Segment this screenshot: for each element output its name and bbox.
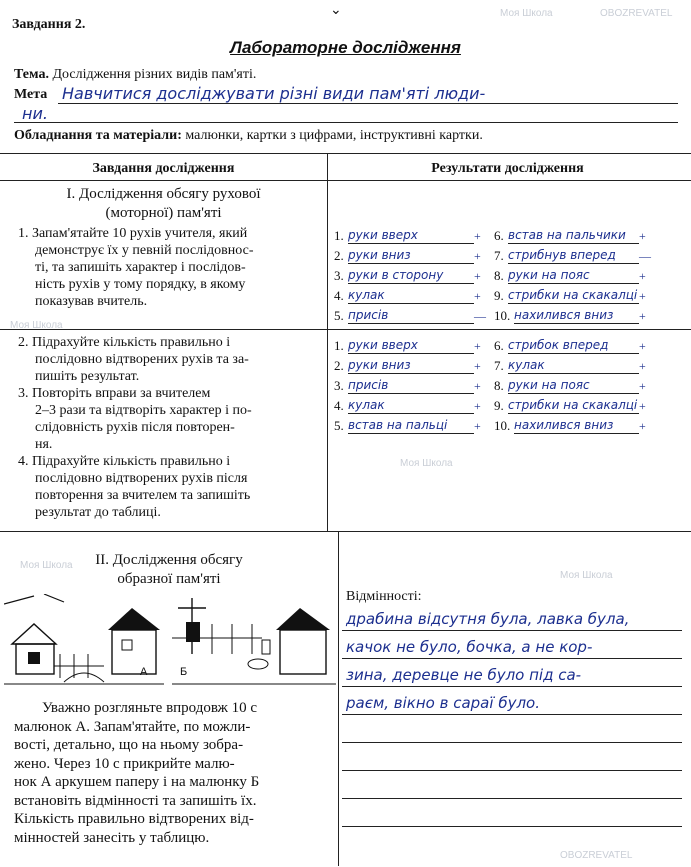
instruction-line: вості, детально, що на ньому зобра- <box>14 737 244 753</box>
task-items-2-4 <box>18 334 323 521</box>
task-line: 3. Повторіть вправи за вчителем <box>18 386 211 401</box>
instruction-line: Кількість правильно відтворених від- <box>14 811 254 827</box>
result-mark: + <box>474 419 481 433</box>
result-row <box>494 304 649 324</box>
result-handwriting: нахилився вниз <box>514 308 639 324</box>
task-line: пишіть результат. <box>35 369 140 384</box>
result-number: 6. <box>494 338 504 353</box>
result-mark: + <box>639 309 646 323</box>
picture-b-label: Б <box>180 666 188 678</box>
watermark-text: Моя Школа <box>500 8 553 19</box>
result-number: 1. <box>334 338 344 353</box>
task-item-1 <box>18 225 323 310</box>
task-line: демонструє їх у певній послідовнос- <box>35 243 254 258</box>
result-number: 9. <box>494 398 504 413</box>
result-number: 8. <box>494 268 504 283</box>
equipment-label: Обладнання та матеріали: <box>14 128 182 143</box>
result-row <box>334 394 484 414</box>
result-row <box>334 334 484 354</box>
handwriting-line: раєм, вікно в сараї було. <box>346 694 540 712</box>
result-number: 3. <box>334 378 344 393</box>
task-line: показував вчитель. <box>35 294 148 309</box>
result-mark: — <box>639 249 651 263</box>
result-number: 2. <box>334 248 344 263</box>
section2-heading-1: II. Дослідження обсягу <box>95 552 243 568</box>
result-number: 5. <box>334 418 344 433</box>
goal-label: Мета <box>14 87 48 102</box>
table-top-border <box>0 153 691 154</box>
handwriting-line: зина, деревце не було під са- <box>346 666 582 684</box>
result-number: 7. <box>494 358 504 373</box>
result-mark: + <box>639 269 646 283</box>
theme-label: Тема. <box>14 67 49 82</box>
result-mark: + <box>639 399 646 413</box>
result-mark: + <box>474 359 481 373</box>
result-handwriting: руки на пояс <box>508 378 639 394</box>
page-title: Лабораторне дослідження <box>230 38 461 57</box>
answer-line <box>342 742 682 743</box>
result-mark: + <box>639 359 646 373</box>
equipment-text: малюнки, картки з цифрами, інструктивні картки. <box>185 128 483 143</box>
handwriting-line: драбина відсутня була, лавка була, <box>346 610 630 628</box>
result-row <box>334 244 484 264</box>
result-handwriting: нахилився вниз <box>514 418 639 434</box>
goal-line <box>14 122 678 123</box>
table-header-border <box>0 180 691 181</box>
task-line: 2–3 рази та відтворіть характер і по- <box>35 403 252 418</box>
result-number: 5. <box>334 308 344 323</box>
picture-a-label: А <box>140 666 148 678</box>
goal-handwriting-2: ни. <box>22 104 48 123</box>
task-line: 4. Підрахуйте кількість правильно і <box>18 454 231 469</box>
result-row <box>494 284 649 304</box>
result-row <box>334 414 484 434</box>
result-number: 10. <box>494 418 511 433</box>
result-handwriting: стрибки на скакалці <box>508 288 638 302</box>
result-row <box>334 284 484 304</box>
section2-instructions <box>14 699 334 847</box>
result-number: 9. <box>494 288 504 303</box>
result-mark: + <box>474 339 481 353</box>
instruction-line: мінностей занесіть у таблицю. <box>14 829 210 846</box>
result-handwriting: руки на пояс <box>508 268 639 284</box>
table-header-tasks: Завдання дослідження <box>92 161 235 176</box>
instruction-line: нок А аркушем паперу і на малюнку Б <box>14 774 260 790</box>
row-divider <box>0 531 691 532</box>
result-row <box>494 394 649 414</box>
task-line: послідовно відтворених рухів після <box>35 471 248 486</box>
instruction-line: малюнок А. Запам'ятайте, по можли- <box>14 718 251 735</box>
watermark-text: OBOZREVATEL <box>600 8 673 19</box>
result-mark: + <box>639 339 646 353</box>
row-divider <box>0 329 691 330</box>
result-number: 3. <box>334 268 344 283</box>
results-list-2-right <box>494 334 649 434</box>
results-list-1-right <box>494 224 649 324</box>
result-mark: + <box>474 249 481 263</box>
result-handwriting: кулак <box>508 358 639 374</box>
result-handwriting: стрибок вперед <box>508 338 639 354</box>
result-row <box>494 224 649 244</box>
section1-heading-1: I. Дослідження обсягу рухової <box>66 186 261 202</box>
result-mark: + <box>474 399 481 413</box>
task-line: 1. Запам'ятайте 10 рухів учителя, який <box>18 226 248 241</box>
result-handwriting: присів <box>348 308 474 324</box>
result-row <box>334 304 484 324</box>
result-mark: + <box>639 379 646 393</box>
goal-handwriting-1: Навчитися досліджувати різні види пам'яті люди- <box>62 84 486 103</box>
result-number: 8. <box>494 378 504 393</box>
result-number: 2. <box>334 358 344 373</box>
watermark-text: OBOZREVATEL <box>560 850 633 861</box>
answer-line <box>342 826 682 827</box>
result-number: 1. <box>334 228 344 243</box>
differences-handwriting <box>346 605 681 717</box>
result-handwriting: встав на пальчики <box>508 228 639 244</box>
equipment-row <box>14 127 483 144</box>
table-header-results: Результати дослідження <box>431 161 584 176</box>
result-handwriting: руки вниз <box>348 358 474 374</box>
chevron-down-icon: ⌄ <box>330 3 342 18</box>
result-handwriting: руки вверх <box>348 338 474 354</box>
task-line: результат до таблиці. <box>35 505 161 520</box>
watermark-text: Моя Школа <box>10 320 63 331</box>
result-row <box>494 414 649 434</box>
result-row <box>334 224 484 244</box>
table-column-divider <box>327 154 328 531</box>
handwriting-line: качок не було, бочка, а не кор- <box>346 638 593 656</box>
result-row <box>334 354 484 374</box>
result-handwriting: кулак <box>348 398 474 414</box>
task-line: ня. <box>35 437 53 452</box>
result-number: 7. <box>494 248 504 263</box>
answer-line <box>342 770 682 771</box>
results-list-2-left <box>334 334 484 434</box>
result-handwriting: кулак <box>348 288 474 304</box>
task-line: слідовність рухів після повторен- <box>35 420 235 435</box>
result-mark: — <box>474 309 486 323</box>
result-row <box>494 354 649 374</box>
results-list-1-left <box>334 224 484 324</box>
result-row <box>334 374 484 394</box>
result-handwriting: руки вниз <box>348 248 474 264</box>
result-row <box>494 244 649 264</box>
task-number: Завдання 2. <box>12 17 86 32</box>
result-row <box>494 334 649 354</box>
result-mark: + <box>474 289 481 303</box>
result-number: 4. <box>334 288 344 303</box>
result-mark: + <box>639 289 646 303</box>
result-number: 4. <box>334 398 344 413</box>
result-number: 10. <box>494 308 511 323</box>
instruction-line: встановіть відмінності та запишіть їх. <box>14 792 257 809</box>
picture-b <box>172 594 336 686</box>
result-handwriting: стрибнув вперед <box>508 248 639 264</box>
result-handwriting: руки в сторону <box>348 268 474 284</box>
result-number: 6. <box>494 228 504 243</box>
result-mark: + <box>639 229 646 243</box>
result-mark: + <box>639 419 646 433</box>
task-line: 2. Підрахуйте кількість правильно і <box>18 335 231 350</box>
result-mark: + <box>474 379 481 393</box>
differences-label: Відмінності: <box>346 589 422 604</box>
result-handwriting: руки вверх <box>348 228 474 244</box>
instruction-line: жено. Через 10 с прикрийте малю- <box>14 755 235 772</box>
watermark-text: Моя Школа <box>400 458 453 469</box>
task-line: ність рухів у тому порядку, в якому <box>35 277 246 292</box>
task-line: ті, та запишіть характер і послідов- <box>35 260 246 275</box>
result-handwriting: стрибки на скакалці <box>508 398 638 412</box>
watermark-text: Моя Школа <box>560 570 613 581</box>
result-row <box>334 264 484 284</box>
result-handwriting: присів <box>348 378 474 394</box>
section2-heading-2: образної пам'яті <box>117 571 221 587</box>
goal-line <box>58 103 678 104</box>
answer-line <box>342 798 682 799</box>
instruction-line: Уважно розгляньте впродовж 10 с <box>42 700 258 716</box>
theme-row <box>14 66 256 83</box>
result-mark: + <box>474 269 481 283</box>
task-line: послідовно відтворених рухів та за- <box>35 352 249 367</box>
table-column-divider <box>338 531 339 866</box>
task-line: повторення за вчителем та запишіть <box>35 488 251 503</box>
section1-heading-2: (моторної) пам'яті <box>105 205 222 221</box>
result-mark: + <box>474 229 481 243</box>
watermark-text: Моя Школа <box>20 560 73 571</box>
result-row <box>494 374 649 394</box>
result-handwriting: встав на пальці <box>348 418 474 434</box>
theme-text: Дослідження різних видів пам'яті. <box>52 67 257 82</box>
result-row <box>494 264 649 284</box>
